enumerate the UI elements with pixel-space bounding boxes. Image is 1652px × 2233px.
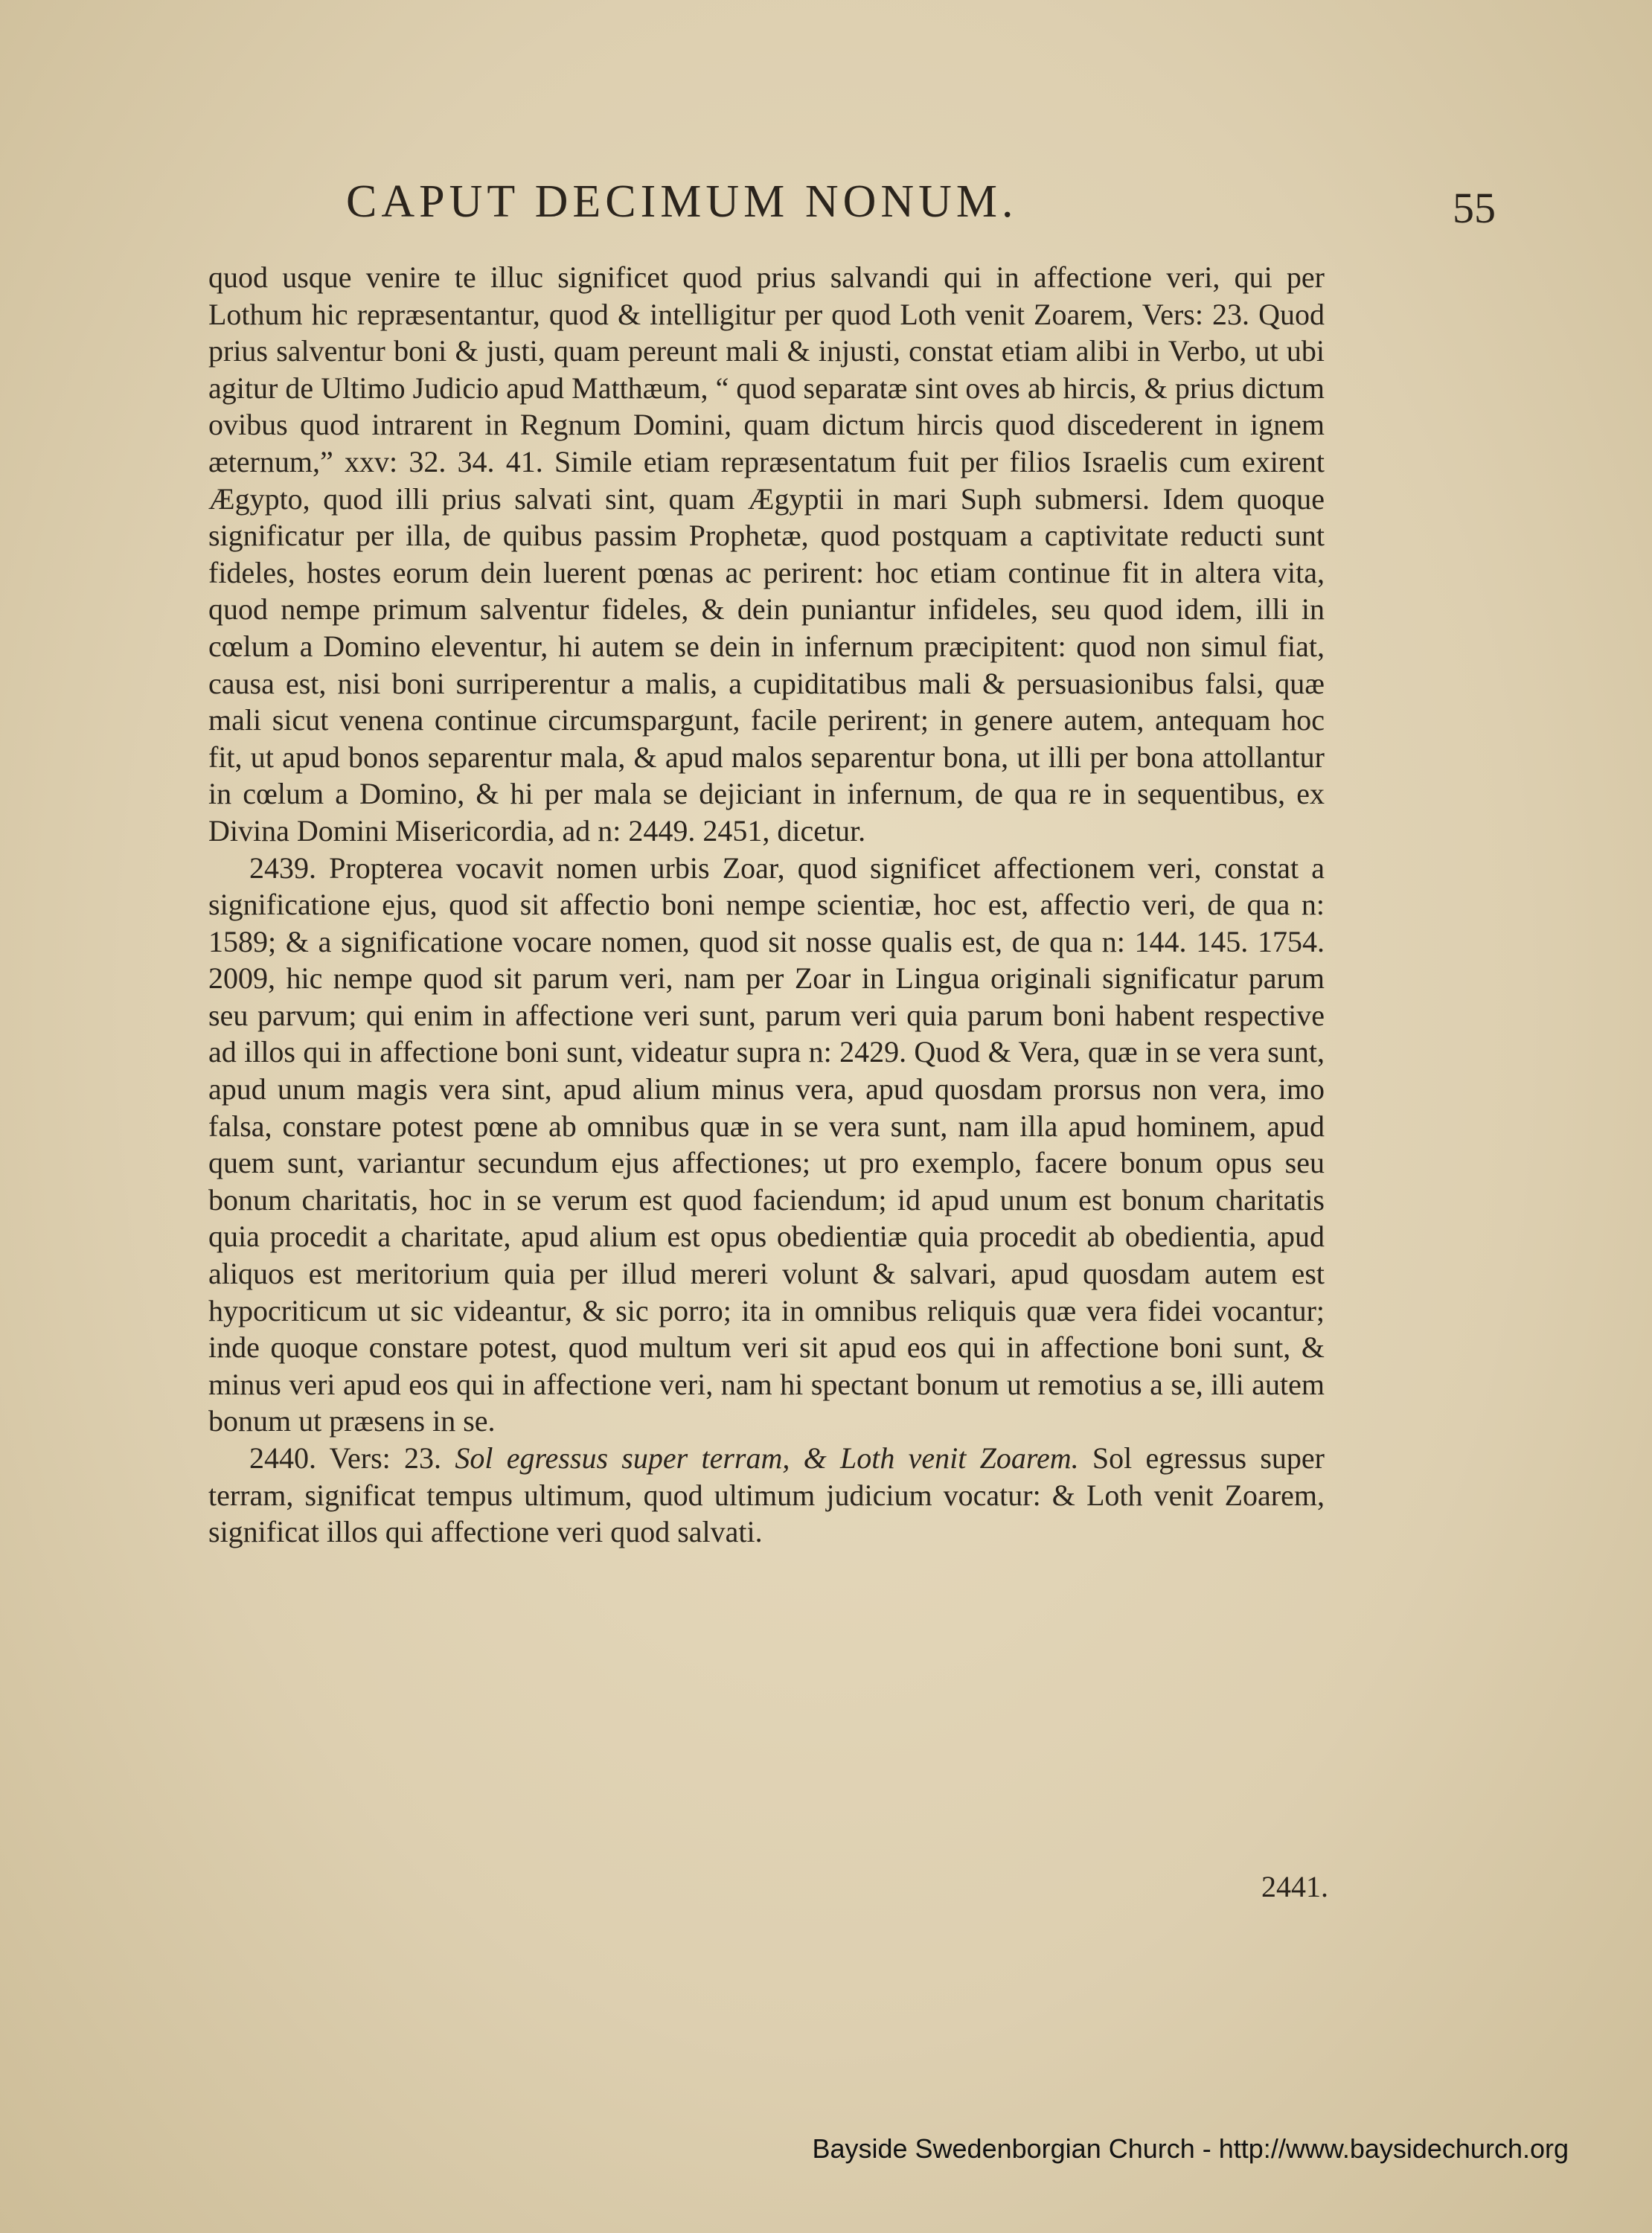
main-text (208, 259, 1325, 1551)
catchword: 2441. (1261, 1870, 1328, 1903)
paragraph-2440-quote: Sol egressus super terram, & Loth venit Zoarem. (455, 1441, 1079, 1475)
paragraph-2440 (208, 1440, 1325, 1551)
page-header (201, 176, 1496, 243)
footer-credit: Bayside Swedenborgian Church - http://www.baysidechurch.org (812, 2133, 1569, 2164)
paragraph-2440-rest: Sol egressus super terram, significat tempus ultimum, quod ultimum judicium vocatur: & Loth venit Zoarem, significat illos qui affectione veri quod salvati. (208, 1441, 1325, 1549)
continuation-paragraph: quod usque venire te illuc significet quod prius salvandi qui in affectione veri, qui per Lothum hic repræsentantur, quod & intelligitur per quod Loth venit Zoarem, Vers: 23. Quod prius salventur boni & justi, quam pereunt mali & injusti, constat etiam alibi in Verbo, ut ubi agitur de Ultimo Judicio apud Matthæum, “ quod separatæ sint oves ab hircis, & prius dictum ovibus quod intrarent in Regnum Domini, quam dictum hircis quod discederent in ignem æternum,” xxv: 32. 34. 41. Simile etiam repræsentatum fuit per filios Israelis cum exirent Ægypto, quod illi prius salvati sint, quam Ægyptii in mari Suph submersi. Idem quoque significatur per illa, de quibus passim Prophetæ, quod postquam a captivitate reducti sunt fideles, hostes eorum dein luerent pœnas ac perirent: hoc etiam continue fit in altera vita, quod nempe primum salventur fideles, & dein puniantur infideles, seu quod idem, illi in cœlum a Domino eleventur, hi autem se dein in infernum præcipitent: quod non simul fiat, causa est, nisi boni surriperentur a malis, a cupiditatibus mali & persuasionibus falsi, quæ mali sicut venena continue circumspargunt, facile perirent; in genere autem, antequam hoc fit, ut apud bonos separentur mala, & apud malos separentur bona, ut illi per bona attollantur in cœlum a Domino, & hi per mala se dejiciant in infernum, de qua re in sequentibus, ex Divina Domini Misericordia, ad n: 2449. 2451, dicetur. (208, 260, 1325, 848)
paragraph-2439: 2439. Propterea vocavit nomen urbis Zoar, quod significet affectionem veri, constat a significatione ejus, quod sit affectio boni nempe scientiæ, hoc est, affectio veri, de qua n: 1589; & a significatione vocare nomen, quod sit nosse qualis est, de qua n: 144. 145. 1754. 2009, hic nempe quod sit parum veri, nam per Zoar in Lingua originali significatur parum seu parvum; qui enim in affectione veri sunt, parum veri quia parum boni habent respective ad illos qui in affectione boni sunt, videatur supra n: 2429. Quod & Vera, quæ in se vera sunt, apud unum magis vera sint, apud alium minus vera, apud quosdam prorsus non vera, imo falsa, constare potest pœne ab omnibus quæ in se vera sunt, nam illa apud hominem, apud quem sunt, variantur secundum ejus affectiones; ut pro exemplo, facere bonum opus seu bonum charitatis, hoc in se verum est quod faciendum; id apud unum est bonum charitatis quia procedit a charitate, apud alium est opus obedientiæ quia procedit ab obedientia, apud aliquos est meritorium quia per illud mereri volunt & salvari, apud quosdam autem est hypocriticum ut sic videantur, & sic porro; ita in omnibus reliquis quæ vera fidei vocantur; inde quoque constare potest, quod multum veri sit apud eos qui in affectione boni sunt, & minus veri apud eos qui in affectione veri, nam hi spectant bonum ut remotius a se, illi autem bonum ut præsens in se. (208, 850, 1325, 1438)
paragraph-2440-lead: 2440. Vers: 23. (249, 1441, 455, 1475)
running-title: CAPUT DECIMUM NONUM. (346, 176, 1018, 227)
page-number: 55 (1453, 184, 1496, 232)
